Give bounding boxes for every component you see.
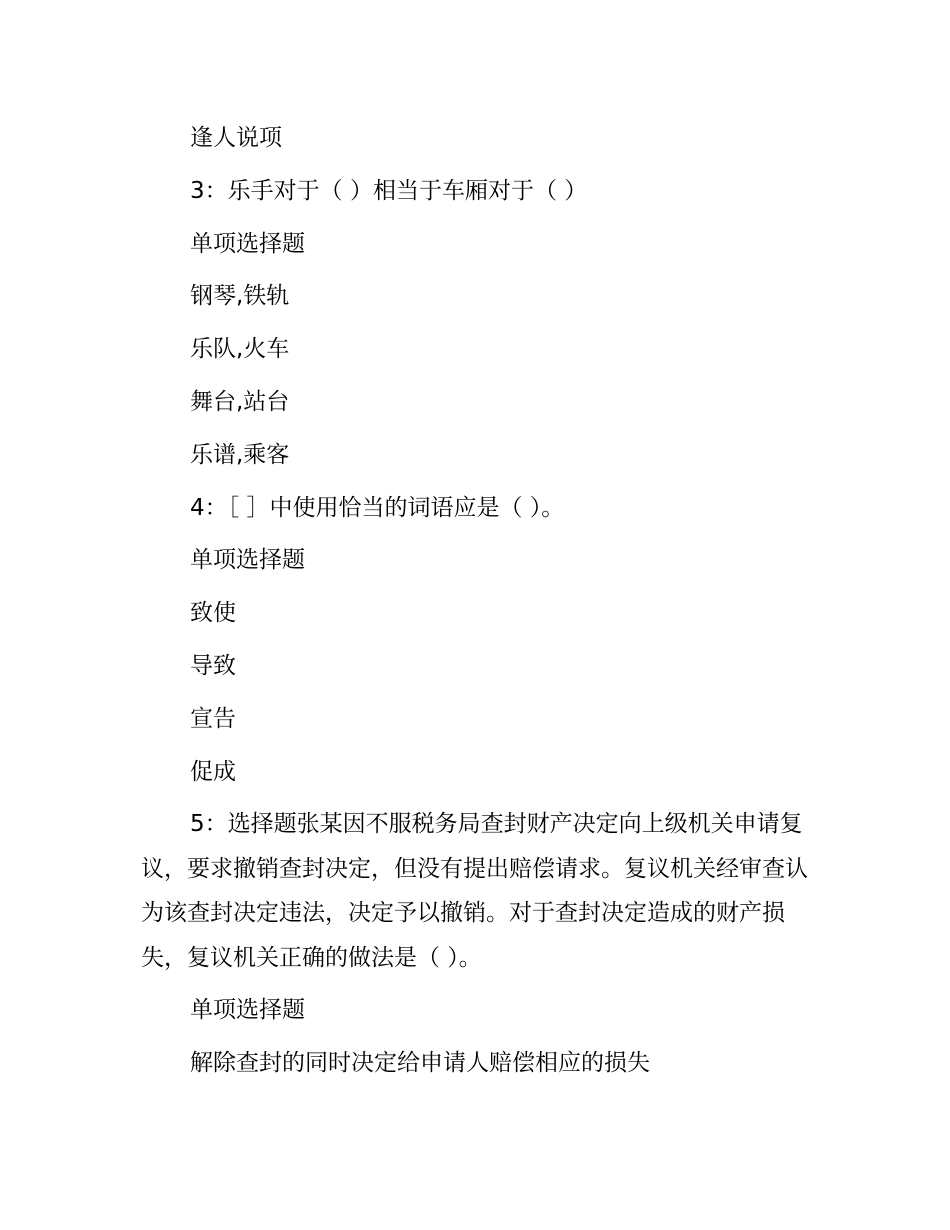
- question-4-text: 4：［ ］中使用恰当的词语应是（ ）。: [190, 494, 565, 521]
- option-text: 乐谱,乘客: [190, 441, 290, 468]
- option-text: 解除查封的同时决定给申请人赔偿相应的损失: [190, 1050, 650, 1077]
- question-type-label: 单项选择题: [190, 547, 305, 574]
- option-text: 逢人说项: [190, 125, 282, 151]
- option-text: 钢琴,铁轨: [190, 283, 290, 310]
- question-5-text: 5：选择题张某因不服税务局查封财产决定向上级机关申请复议，要求撤销查封决定，但没有提出赔偿请求。复议机关经审查认为该查封决定违法，决定予以撤销。对于查封决定造成的财产损失，复议机关正确的做法是（ ）。: [141, 811, 808, 971]
- option-text: 舞台,站台: [190, 388, 290, 415]
- document-body: [141, 112, 813, 1090]
- question-type-label: 单项选择题: [190, 997, 305, 1024]
- question-3-text: 3：乐手对于（ ）相当于车厢对于（ ）: [190, 177, 588, 204]
- question-type-label: 单项选择题: [190, 230, 305, 257]
- option-text: 乐队,火车: [190, 336, 290, 363]
- option-text: 致使: [190, 600, 236, 627]
- option-text: 宣告: [190, 705, 236, 732]
- option-text: 促成: [190, 758, 236, 785]
- option-text: 导致: [190, 652, 236, 679]
